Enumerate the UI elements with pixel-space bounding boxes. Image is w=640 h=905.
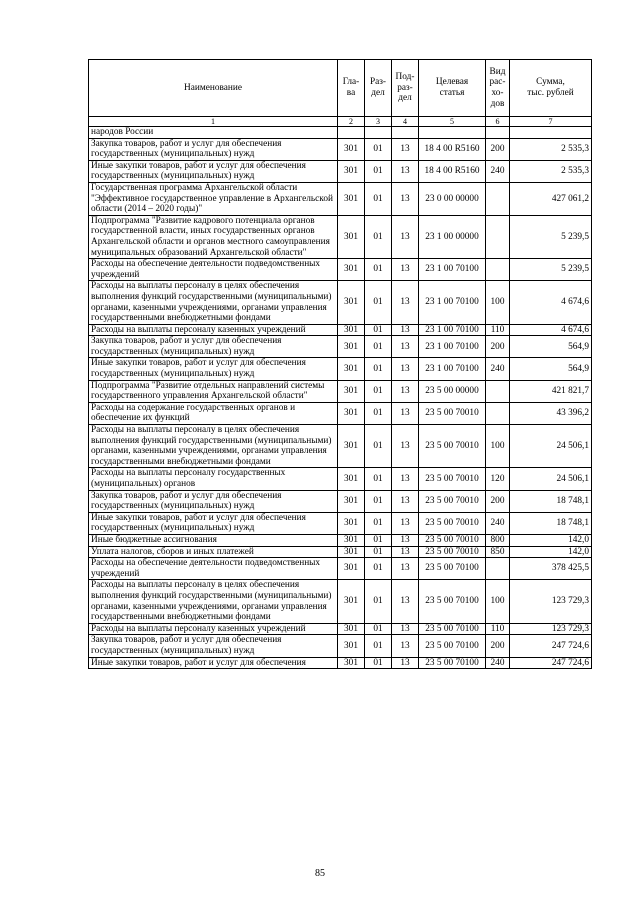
row-name-cell: Расходы на выплаты персоналу в целях обеспечения выполнения функций государственными (муниципальными) органами, казенными учреждениями, органами управления государственными внебюджетными фондами <box>89 281 338 324</box>
row-name-cell: Иные закупки товаров, работ и услуг для обеспечения <box>89 657 338 669</box>
column-number: 5 <box>419 117 486 127</box>
target-article-cell: 23 5 00 70010 <box>419 402 486 424</box>
table-row <box>89 512 592 534</box>
target-article-cell: 23 1 00 70100 <box>419 358 486 380</box>
section-cell: 01 <box>365 402 392 424</box>
section-cell: 01 <box>365 657 392 669</box>
table-row <box>89 402 592 424</box>
sum-cell: 43 396,2 <box>510 402 592 424</box>
target-article-cell: 23 5 00 70100 <box>419 635 486 657</box>
row-name-cell: Расходы на выплаты персоналу в целях обеспечения выполнения функций государственными (муниципальными) органами, казенными учреждениями, органами управления государственными внебюджетными фондами <box>89 425 338 468</box>
subsection-cell: 13 <box>392 402 419 424</box>
sum-cell: 247 724,6 <box>510 635 592 657</box>
target-article-cell: 23 5 00 70010 <box>419 468 486 490</box>
row-name-cell: Иные закупки товаров, работ и услуг для обеспечения государственных (муниципальных) нужд <box>89 512 338 534</box>
chapter-cell: 301 <box>338 657 365 669</box>
expense-type-cell: 100 <box>486 425 510 468</box>
section-cell: 01 <box>365 215 392 258</box>
subsection-cell: 13 <box>392 160 419 182</box>
expense-type-cell: 200 <box>486 336 510 358</box>
expense-type-cell <box>486 182 510 215</box>
table-row <box>89 657 592 669</box>
table-row <box>89 259 592 281</box>
expense-type-cell <box>486 380 510 402</box>
expense-type-cell: 240 <box>486 358 510 380</box>
table-row <box>89 468 592 490</box>
target-article-cell: 23 5 00 70100 <box>419 580 486 623</box>
chapter-cell: 301 <box>338 380 365 402</box>
chapter-cell: 301 <box>338 512 365 534</box>
section-cell: 01 <box>365 138 392 160</box>
table-row <box>89 580 592 623</box>
chapter-cell: 301 <box>338 635 365 657</box>
chapter-cell: 301 <box>338 281 365 324</box>
row-name-cell: Закупка товаров, работ и услуг для обеспечения государственных (муниципальных) нужд <box>89 490 338 512</box>
sum-cell: 142,0 <box>510 546 592 558</box>
target-article-cell: 23 5 00 70010 <box>419 534 486 546</box>
expense-type-cell: 240 <box>486 160 510 182</box>
section-cell: 01 <box>365 512 392 534</box>
expense-type-cell: 200 <box>486 490 510 512</box>
target-article-cell: 23 5 00 70010 <box>419 546 486 558</box>
expense-type-cell: 100 <box>486 281 510 324</box>
chapter-cell: 301 <box>338 468 365 490</box>
row-name-cell: Подпрограмма "Развитие отдельных направлений системы государственного управления Архангельской области" <box>89 380 338 402</box>
chapter-cell: 301 <box>338 534 365 546</box>
section-cell: 01 <box>365 182 392 215</box>
section-cell: 01 <box>365 281 392 324</box>
expense-type-cell: 110 <box>486 324 510 336</box>
subsection-cell: 13 <box>392 490 419 512</box>
expense-type-cell <box>486 402 510 424</box>
subsection-cell: 13 <box>392 468 419 490</box>
expense-type-cell <box>486 215 510 258</box>
table-row <box>89 281 592 324</box>
expense-type-cell <box>486 558 510 580</box>
sum-cell: 24 506,1 <box>510 468 592 490</box>
subsection-cell: 13 <box>392 182 419 215</box>
subsection-cell: 13 <box>392 380 419 402</box>
sum-cell: 564,9 <box>510 336 592 358</box>
table-row <box>89 127 592 139</box>
column-number: 6 <box>486 117 510 127</box>
sum-cell <box>510 127 592 139</box>
subsection-cell: 13 <box>392 215 419 258</box>
table-row <box>89 534 592 546</box>
row-name-cell: Уплата налогов, сборов и иных платежей <box>89 546 338 558</box>
section-cell: 01 <box>365 259 392 281</box>
subsection-cell: 13 <box>392 324 419 336</box>
row-name-cell: Расходы на выплаты персоналу казенных учреждений <box>89 324 338 336</box>
section-cell: 01 <box>365 558 392 580</box>
table-row <box>89 635 592 657</box>
sum-cell: 123 729,3 <box>510 580 592 623</box>
sum-cell: 2 535,3 <box>510 138 592 160</box>
target-article-cell: 23 1 00 00000 <box>419 215 486 258</box>
expense-type-cell: 200 <box>486 635 510 657</box>
table-row <box>89 138 592 160</box>
column-number: 7 <box>510 117 592 127</box>
target-article-cell: 23 5 00 70010 <box>419 490 486 512</box>
section-cell: 01 <box>365 358 392 380</box>
target-article-cell: 23 5 00 00000 <box>419 380 486 402</box>
column-number-row <box>89 117 592 127</box>
expense-type-cell: 200 <box>486 138 510 160</box>
sum-cell: 18 748,1 <box>510 512 592 534</box>
row-name-cell: Подпрограмма "Развитие кадрового потенциала органов государственной власти, иных государственных органов Архангельской области и органов местного самоуправления муниципальных образований Архангельской области" <box>89 215 338 258</box>
table-row <box>89 380 592 402</box>
sum-cell: 4 674,6 <box>510 324 592 336</box>
expense-type-cell <box>486 127 510 139</box>
chapter-cell: 301 <box>338 358 365 380</box>
section-cell: 01 <box>365 546 392 558</box>
target-article-cell: 23 5 00 70100 <box>419 657 486 669</box>
row-name-cell: Государственная программа Архангельской области "Эффективное государственное управление в Архангельской области (2014 – 2020 годы)" <box>89 182 338 215</box>
row-name-cell: Расходы на содержание государственных органов и обеспечение их функций <box>89 402 338 424</box>
row-name-cell: Расходы на выплаты персоналу казенных учреждений <box>89 623 338 635</box>
section-cell: 01 <box>365 324 392 336</box>
target-article-cell <box>419 127 486 139</box>
expense-type-cell: 110 <box>486 623 510 635</box>
sum-cell: 2 535,3 <box>510 160 592 182</box>
chapter-cell: 301 <box>338 558 365 580</box>
chapter-cell: 301 <box>338 580 365 623</box>
header-chapter: Гла- ва <box>338 60 365 117</box>
chapter-cell: 301 <box>338 160 365 182</box>
header-target-article: Целевая статья <box>419 60 486 117</box>
section-cell <box>365 127 392 139</box>
target-article-cell: 18 4 00 R5160 <box>419 138 486 160</box>
header-section: Раз- дел <box>365 60 392 117</box>
row-name-cell: Расходы на обеспечение деятельности подведомственных учреждений <box>89 558 338 580</box>
table-row <box>89 546 592 558</box>
chapter-cell: 301 <box>338 215 365 258</box>
sum-cell: 5 239,5 <box>510 215 592 258</box>
budget-table <box>88 59 592 669</box>
column-number: 3 <box>365 117 392 127</box>
row-name-cell: Закупка товаров, работ и услуг для обеспечения государственных (муниципальных) нужд <box>89 635 338 657</box>
row-name-cell: Закупка товаров, работ и услуг для обеспечения государственных (муниципальных) нужд <box>89 336 338 358</box>
sum-cell: 18 748,1 <box>510 490 592 512</box>
target-article-cell: 23 5 00 70010 <box>419 512 486 534</box>
subsection-cell <box>392 127 419 139</box>
subsection-cell: 13 <box>392 358 419 380</box>
section-cell: 01 <box>365 380 392 402</box>
row-name-cell: Иные закупки товаров, работ и услуг для обеспечения государственных (муниципальных) нужд <box>89 160 338 182</box>
target-article-cell: 23 1 00 70100 <box>419 336 486 358</box>
subsection-cell: 13 <box>392 259 419 281</box>
expense-type-cell: 120 <box>486 468 510 490</box>
section-cell: 01 <box>365 160 392 182</box>
expense-type-cell: 100 <box>486 580 510 623</box>
sum-cell: 123 729,3 <box>510 623 592 635</box>
sum-cell: 142,0 <box>510 534 592 546</box>
target-article-cell: 23 1 00 70100 <box>419 281 486 324</box>
section-cell: 01 <box>365 425 392 468</box>
target-article-cell: 23 5 00 70010 <box>419 425 486 468</box>
row-name-cell: народов России <box>89 127 338 139</box>
table-row <box>89 160 592 182</box>
row-name-cell: Расходы на выплаты персоналу государственных (муниципальных) органов <box>89 468 338 490</box>
table-row <box>89 215 592 258</box>
row-name-cell: Иные закупки товаров, работ и услуг для обеспечения государственных (муниципальных) нужд <box>89 358 338 380</box>
subsection-cell: 13 <box>392 534 419 546</box>
chapter-cell: 301 <box>338 490 365 512</box>
table-row <box>89 324 592 336</box>
sum-cell: 427 061,2 <box>510 182 592 215</box>
column-number: 4 <box>392 117 419 127</box>
subsection-cell: 13 <box>392 512 419 534</box>
chapter-cell: 301 <box>338 623 365 635</box>
expense-type-cell <box>486 259 510 281</box>
subsection-cell: 13 <box>392 281 419 324</box>
subsection-cell: 13 <box>392 425 419 468</box>
sum-cell: 5 239,5 <box>510 259 592 281</box>
header-row <box>89 60 592 117</box>
sum-cell: 247 724,6 <box>510 657 592 669</box>
sum-cell: 378 425,5 <box>510 558 592 580</box>
sum-cell: 421 821,7 <box>510 380 592 402</box>
subsection-cell: 13 <box>392 623 419 635</box>
subsection-cell: 13 <box>392 138 419 160</box>
section-cell: 01 <box>365 468 392 490</box>
subsection-cell: 13 <box>392 558 419 580</box>
chapter-cell: 301 <box>338 259 365 281</box>
subsection-cell: 13 <box>392 336 419 358</box>
target-article-cell: 23 5 00 70100 <box>419 623 486 635</box>
table-row <box>89 623 592 635</box>
row-name-cell: Иные бюджетные ассигнования <box>89 534 338 546</box>
target-article-cell: 18 4 00 R5160 <box>419 160 486 182</box>
expense-type-cell: 800 <box>486 534 510 546</box>
section-cell: 01 <box>365 534 392 546</box>
chapter-cell: 301 <box>338 546 365 558</box>
header-subsection: Под- раз- дел <box>392 60 419 117</box>
row-name-cell: Расходы на обеспечение деятельности подведомственных учреждений <box>89 259 338 281</box>
target-article-cell: 23 5 00 70100 <box>419 558 486 580</box>
chapter-cell: 301 <box>338 138 365 160</box>
expense-type-cell: 850 <box>486 546 510 558</box>
table-row <box>89 182 592 215</box>
sum-cell: 564,9 <box>510 358 592 380</box>
chapter-cell: 301 <box>338 182 365 215</box>
chapter-cell: 301 <box>338 324 365 336</box>
sum-cell: 4 674,6 <box>510 281 592 324</box>
header-expense-type: Вид рас- хо- дов <box>486 60 510 117</box>
table-row <box>89 336 592 358</box>
table-row <box>89 358 592 380</box>
header-sum: Сумма, тыс. рублей <box>510 60 592 117</box>
section-cell: 01 <box>365 580 392 623</box>
row-name-cell: Закупка товаров, работ и услуг для обеспечения государственных (муниципальных) нужд <box>89 138 338 160</box>
target-article-cell: 23 1 00 70100 <box>419 259 486 281</box>
section-cell: 01 <box>365 623 392 635</box>
column-number: 1 <box>89 117 338 127</box>
table-row <box>89 490 592 512</box>
subsection-cell: 13 <box>392 635 419 657</box>
page-number: 85 <box>315 868 325 879</box>
section-cell: 01 <box>365 490 392 512</box>
chapter-cell: 301 <box>338 402 365 424</box>
expense-type-cell: 240 <box>486 512 510 534</box>
table-row <box>89 558 592 580</box>
chapter-cell: 301 <box>338 336 365 358</box>
target-article-cell: 23 1 00 70100 <box>419 324 486 336</box>
header-name: Наименование <box>89 60 338 117</box>
column-number: 2 <box>338 117 365 127</box>
target-article-cell: 23 0 00 00000 <box>419 182 486 215</box>
expense-type-cell: 240 <box>486 657 510 669</box>
section-cell: 01 <box>365 336 392 358</box>
subsection-cell: 13 <box>392 580 419 623</box>
subsection-cell: 13 <box>392 657 419 669</box>
sum-cell: 24 506,1 <box>510 425 592 468</box>
section-cell: 01 <box>365 635 392 657</box>
table-row <box>89 425 592 468</box>
chapter-cell: 301 <box>338 425 365 468</box>
subsection-cell: 13 <box>392 546 419 558</box>
chapter-cell <box>338 127 365 139</box>
row-name-cell: Расходы на выплаты персоналу в целях обеспечения выполнения функций государственными (муниципальными) органами, казенными учреждениями, органами управления государственными внебюджетными фондами <box>89 580 338 623</box>
table-body <box>89 117 592 669</box>
